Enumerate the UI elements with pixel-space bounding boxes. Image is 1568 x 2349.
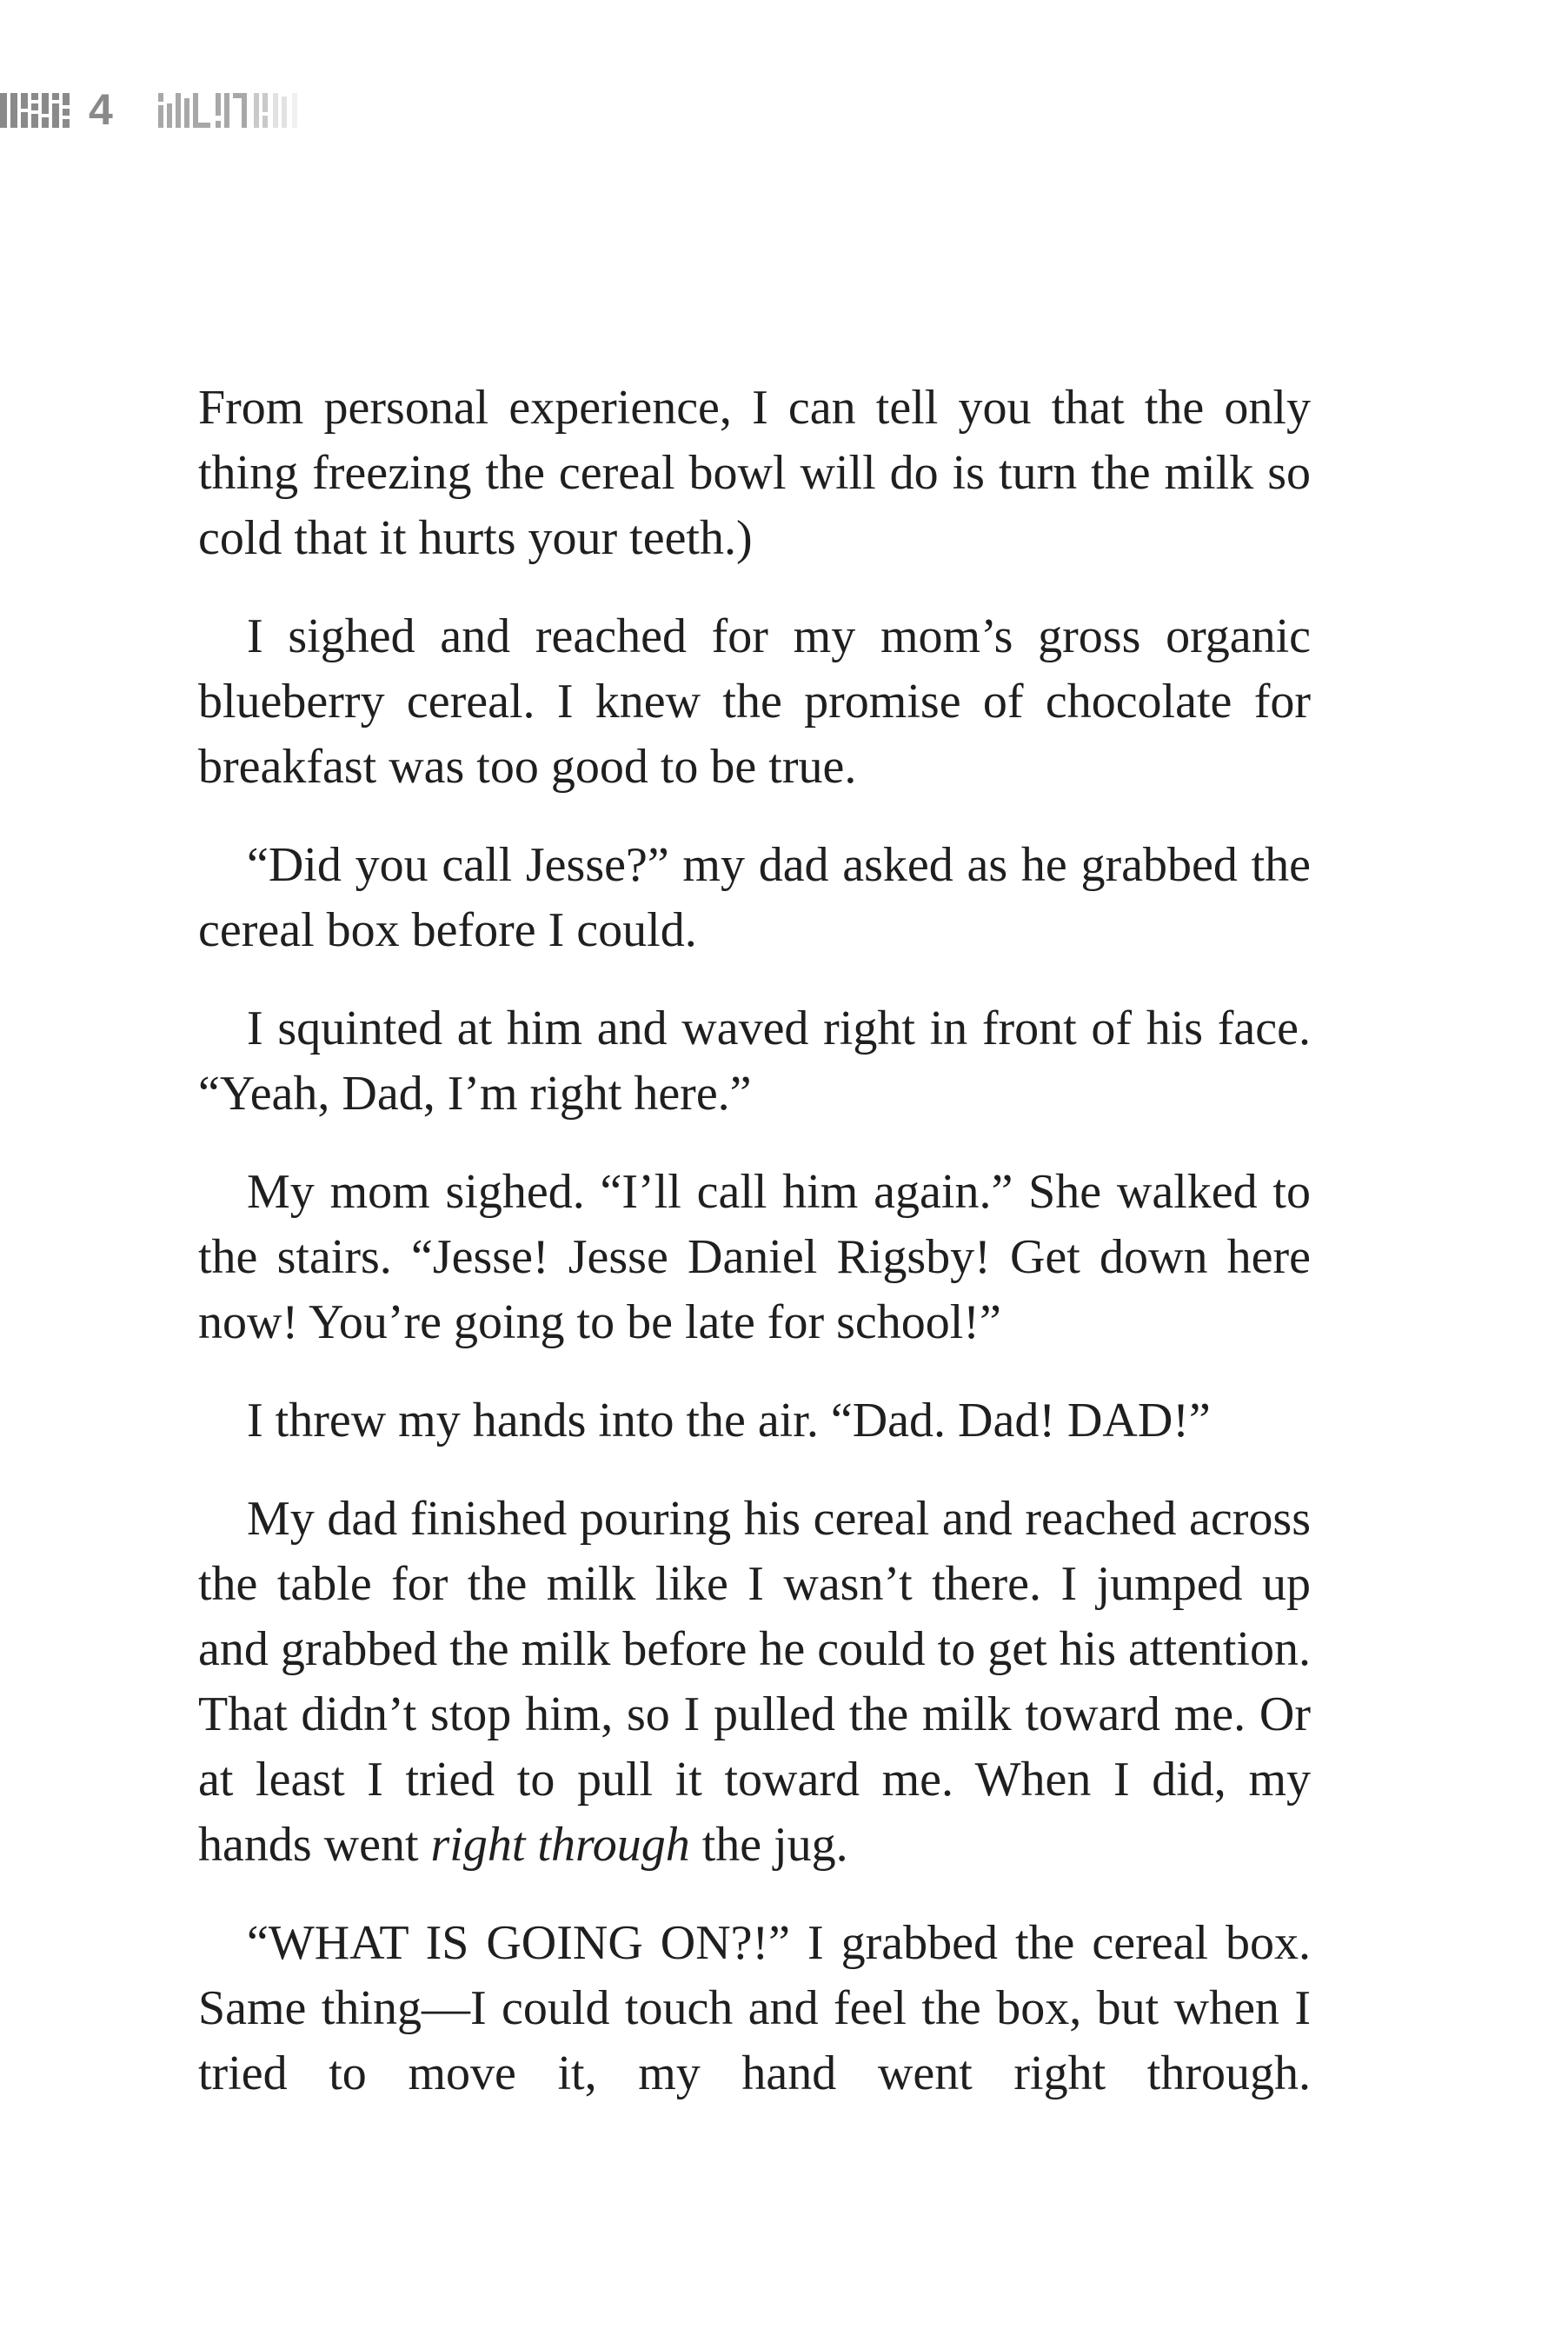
paragraph-3: “Did you call Jesse?” my dad asked as he grabbed the cereal box before I could. xyxy=(198,838,1311,957)
page-number: 4 xyxy=(89,85,113,134)
book-title-logo-icon xyxy=(158,88,306,131)
paragraph-7-text-after: the jug. xyxy=(689,1818,848,1872)
running-head xyxy=(0,85,306,134)
body-text xyxy=(198,376,1311,2139)
paragraph-7-text-before: My dad finished pouring his cereal and reached across the table for the milk like I wasn’t there. I jumped up and grabbed the milk before he could to get his attention. That didn’t stop him, so I pulled the milk toward me. Or at least I tried to pull it toward me. When I did, my hands went xyxy=(198,1492,1311,1872)
page-number-bars-icon xyxy=(0,88,80,131)
paragraph-4: I squinted at him and waved right in front of his face. “Yeah, Dad, I’m right here.” xyxy=(198,1001,1311,1121)
paragraph-6: I threw my hands into the air. “Dad. Dad! DAD!” xyxy=(247,1394,1211,1447)
emphasized-phrase: right through xyxy=(430,1818,690,1872)
paragraph-5: My mom sighed. “I’ll call him again.” She walked to the stairs. “Jesse! Jesse Daniel Rigsby! Get down here now! You’re going to be late for school!” xyxy=(198,1165,1311,1349)
paragraph-7 xyxy=(198,1487,1311,1878)
paragraph-8: “WHAT IS GOING ON?!” I grabbed the cereal box. Same thing—I could touch and feel the box, but when I tried to move it, my hand went right through. xyxy=(198,1916,1311,2100)
paragraph-1: From personal experience, I can tell you that the only thing freezing the cereal bowl will do is turn the milk so cold that it hurts your teeth.) xyxy=(198,381,1311,565)
paragraph-2: I sighed and reached for my mom’s gross organic blueberry cereal. I knew the promise of chocolate for breakfast was too good to be true. xyxy=(198,609,1311,794)
